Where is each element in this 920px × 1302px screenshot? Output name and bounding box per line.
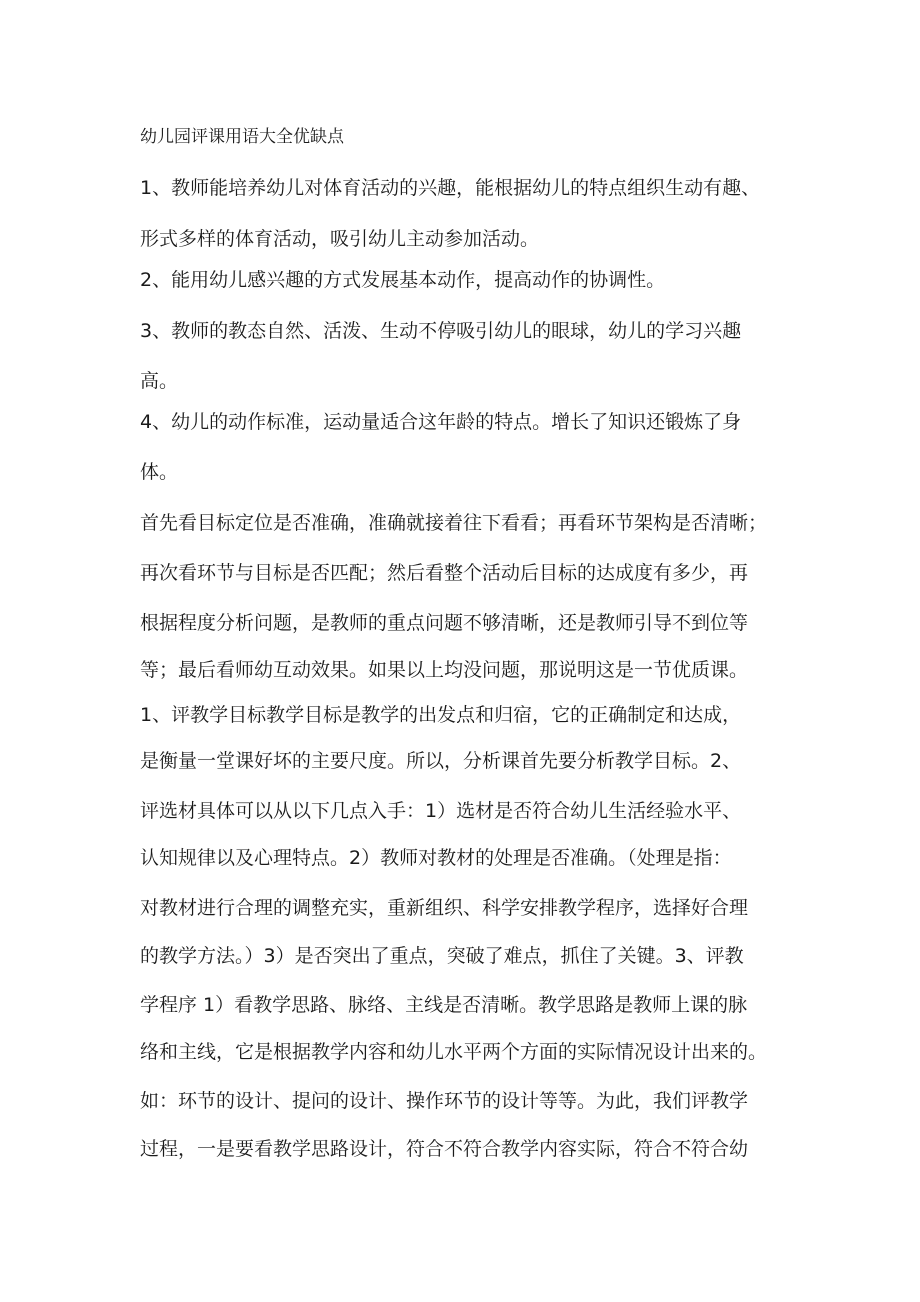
text-line: 高。 <box>140 370 179 392</box>
text-line: 认知规律以及心理特点。2）教师对教材的处理是否准确。（处理是指： <box>140 847 732 869</box>
text-line: 3、教师的教态自然、活泼、生动不停吸引幼儿的眼球，幼儿的学习兴趣 <box>140 320 742 342</box>
text-line: 学程序 1）看教学思路、脉络、主线是否清晰。教学思路是教师上课的脉 <box>140 994 748 1016</box>
text-line: 1、教师能培养幼儿对体育活动的兴趣，能根据幼儿的特点组织生动有趣、 <box>140 177 761 199</box>
text-line: 形式多样的体育活动，吸引幼儿主动参加活动。 <box>140 228 540 250</box>
text-line: 4、幼儿的动作标准，运动量适合这年龄的特点。增长了知识还锻炼了身 <box>140 411 742 433</box>
text-line: 2、能用幼儿感兴趣的方式发展基本动作，提高动作的协调性。 <box>140 269 666 291</box>
text-line: 络和主线，它是根据教学内容和幼儿水平两个方面的实际情况设计出来的。 <box>140 1041 768 1063</box>
text-line: 如：环节的设计、提问的设计、操作环节的设计等等。为此，我们评教学 <box>140 1090 749 1112</box>
text-line: 的教学方法。）3）是否突出了重点，突破了难点，抓住了关键。3、评教 <box>140 945 744 967</box>
text-line: 是衡量一堂课好坏的主要尺度。所以，分析课首先要分析教学目标。2、 <box>140 750 742 772</box>
text-line: 体。 <box>140 461 179 483</box>
text-line: 首先看目标定位是否准确，准确就接着往下看看；再看环节架构是否清晰； <box>140 512 768 534</box>
text-line: 1、评教学目标教学目标是教学的出发点和归宿，它的正确制定和达成， <box>140 704 742 726</box>
text-line: 对教材进行合理的调整充实，重新组织、科学安排教学程序，选择好合理 <box>140 897 749 919</box>
text-line: 评选材具体可以从以下几点入手：1）选材是否符合幼儿生活经验水平、 <box>140 800 742 822</box>
document-title: 幼儿园评课用语大全优缺点 <box>140 127 344 147</box>
text-line: 过程，一是要看教学思路设计，符合不符合教学内容实际，符合不符合幼 <box>140 1138 749 1160</box>
text-line: 等；最后看师幼互动效果。如果以上均没问题，那说明这是一节优质课。 <box>140 659 749 681</box>
text-line: 根据程度分析问题，是教师的重点问题不够清晰，还是教师引导不到位等 <box>140 612 749 634</box>
text-line: 再次看环节与目标是否匹配；然后看整个活动后目标的达成度有多少，再 <box>140 562 749 584</box>
